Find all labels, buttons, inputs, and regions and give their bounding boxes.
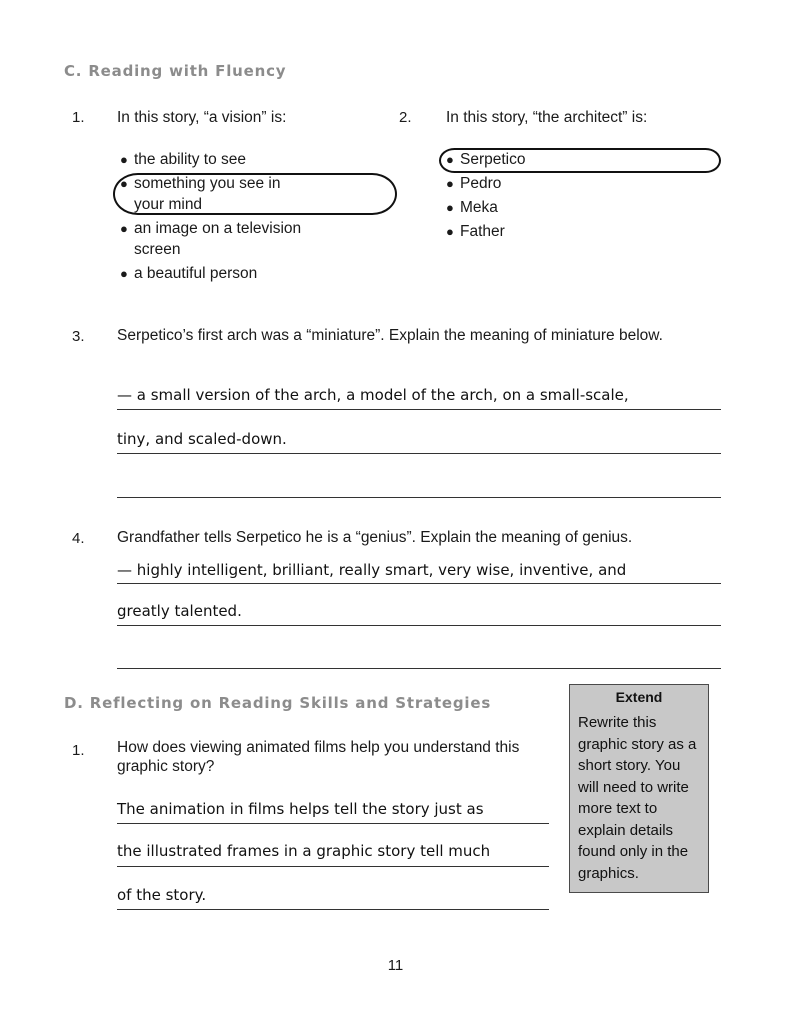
extend-body: Rewrite this graphic story as a short story. You will need to write more text to explain details found only in the graphics. [578,714,697,882]
bullet-icon: ● [446,200,454,215]
extend-title: Extend [615,689,663,705]
extend-callout-box [569,684,709,893]
answer-line-text: greatly talented. [117,602,242,620]
section-heading-d: D. Reflecting on Reading Skills and Strategies [64,694,492,712]
answer-line-text: — a small version of the arch, a model of the arch, on a small-scale, [117,386,629,404]
question-prompt-c1: In this story, “a vision” is: [117,109,287,126]
question-prompt-c4: Grandfather tells Serpetico he is a “genius”. Explain the meaning of genius. [117,529,633,546]
bullet-icon: ● [120,266,128,281]
answer-line-text: — highly intelligent, brilliant, really smart, very wise, inventive, and [117,561,627,579]
bullet-icon: ● [446,152,454,167]
choice-label: something you see in your mind [134,175,281,213]
answer-rule[interactable] [117,866,549,867]
question-number-c1: 1. [72,109,85,126]
question-prompt-c3: Serpetico’s first arch was a “miniature”. Explain the meaning of miniature below. [117,327,663,344]
answer-rule[interactable] [117,668,721,669]
choice-label: Pedro [460,175,502,192]
answer-rule[interactable] [117,625,721,626]
choice-item[interactable] [120,173,410,215]
choice-item[interactable] [446,197,726,218]
choice-item[interactable] [120,218,410,260]
bullet-icon: ● [446,224,454,239]
answer-rule[interactable] [117,497,721,498]
question-number-c3: 3. [72,328,85,345]
choice-label: Meka [460,199,498,216]
question-prompt-d1: How does viewing animated films help you understand this graphic story? [117,739,520,775]
answer-rule[interactable] [117,909,549,910]
answer-line-text: the illustrated frames in a graphic story tell much [117,842,491,860]
choice-item[interactable] [120,149,410,170]
answer-rule[interactable] [117,583,721,584]
answer-line-text: of the story. [117,886,207,904]
choice-label: Father [460,223,505,240]
answer-rule[interactable] [117,453,721,454]
page-number: 11 [387,957,404,974]
answer-rule[interactable] [117,409,721,410]
bullet-icon: ● [120,152,128,167]
choice-label: Serpetico [460,151,526,168]
bullet-icon: ● [120,221,128,236]
answer-line-text: tiny, and scaled-down. [117,430,287,448]
choice-label: the ability to see [134,151,247,168]
section-heading-c: C. Reading with Fluency [64,62,287,80]
question-number-c4: 4. [72,530,85,547]
answer-line-text: The animation in films helps tell the story just as [117,800,484,818]
choice-item[interactable] [446,149,726,170]
choice-item[interactable] [120,263,410,284]
question-number-d1: 1. [72,742,85,759]
bullet-icon: ● [446,176,454,191]
answer-rule[interactable] [117,823,549,824]
choice-item[interactable] [446,221,726,242]
question-number-c2: 2. [399,109,412,126]
choice-list-c1 [120,149,410,287]
choice-list-c2 [446,149,726,245]
bullet-icon: ● [120,176,128,191]
question-prompt-c2: In this story, “the architect” is: [446,109,648,126]
choice-label: a beautiful person [134,265,258,282]
choice-label: an image on a television screen [134,220,302,258]
choice-item[interactable] [446,173,726,194]
